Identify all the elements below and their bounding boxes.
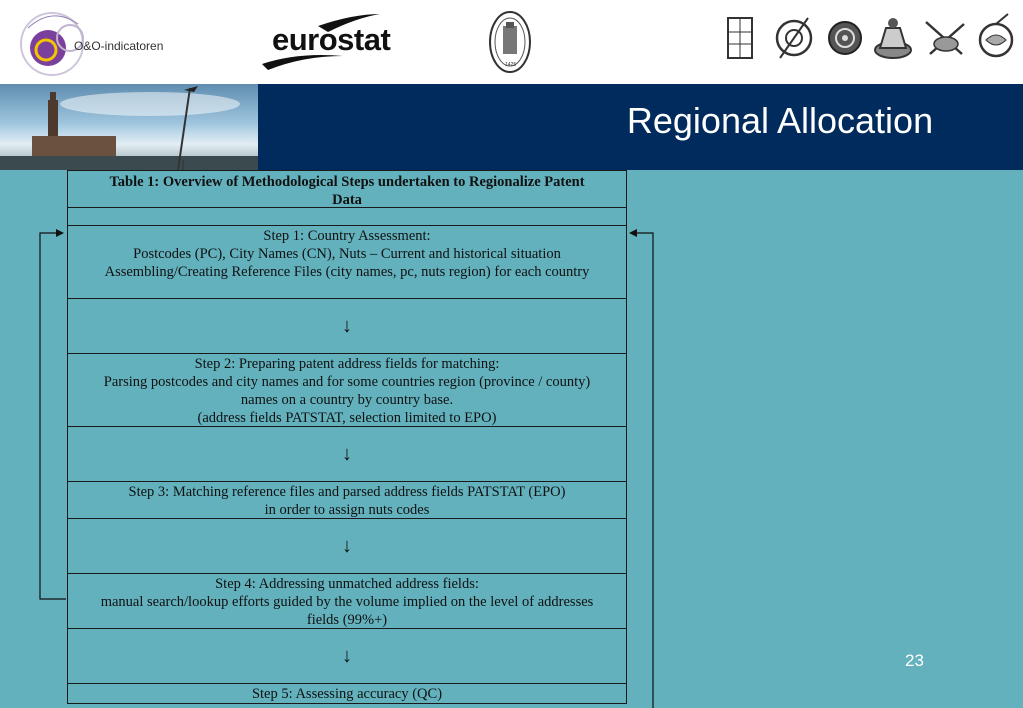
- table-spacer-row: [68, 208, 626, 226]
- page-number: 23: [905, 651, 924, 670]
- down-arrow-icon: ↓: [342, 315, 352, 337]
- left-loop-arrowhead: [56, 229, 64, 237]
- step-2-heading: Step 2: Preparing patent address fields for matching:: [194, 356, 500, 372]
- step-4-heading: Step 4: Addressing unmatched address fields:: [215, 576, 479, 592]
- step-4-line: manual search/lookup efforts guided by the volume implied on the level of addresses: [100, 594, 594, 610]
- step-1-line: Assembling/Creating Reference Files (city names, pc, nuts region) for each country: [104, 264, 590, 280]
- table-row-arrow: [68, 427, 626, 482]
- slide-title: Regional Allocation: [626, 100, 934, 141]
- step-3-heading: Step 3: Matching reference files and parsed address fields PATSTAT (EPO): [128, 484, 566, 500]
- step-1-line: Postcodes (PC), City Names (CN), Nuts – Current and historical situation: [133, 246, 561, 262]
- table-title: [68, 171, 626, 208]
- table-row-step-5: [68, 684, 626, 703]
- step-1-heading: Step 1: Country Assessment:: [263, 228, 431, 244]
- step-3-line: in order to assign nuts codes: [264, 502, 430, 518]
- seal-year: 1425: [505, 62, 517, 68]
- step-2-line: names on a country by country base.: [240, 392, 454, 408]
- table-row-step-4: [68, 574, 626, 629]
- oo-indicators-logo-text: O&O-indicatoren: [74, 39, 164, 53]
- down-arrow-icon: ↓: [342, 443, 352, 465]
- step-2-line: (address fields PATSTAT, selection limited to EPO): [197, 410, 497, 426]
- table-row-step-1: [68, 226, 626, 299]
- table-row-step-3: [68, 482, 626, 519]
- down-arrow-icon: ↓: [342, 535, 352, 557]
- left-loop-line: [40, 233, 66, 599]
- table-row-arrow: [68, 299, 626, 354]
- down-arrow-icon: ↓: [342, 645, 352, 667]
- methodology-table: [67, 170, 627, 704]
- table-title-line: Data: [332, 192, 362, 208]
- table-row-arrow: [68, 629, 626, 684]
- step-4-line: fields (99%+): [306, 612, 388, 628]
- step-2-line: Parsing postcodes and city names and for some countries region (province / county): [103, 374, 591, 390]
- step-5-heading: Step 5: Assessing accuracy (QC): [251, 686, 443, 702]
- table-row-step-2: [68, 354, 626, 427]
- table-title-line: Table 1: Overview of Methodological Steps undertaken to Regionalize Patent: [109, 174, 585, 190]
- right-loop-arrowhead: [629, 229, 637, 237]
- table-row-arrow: [68, 519, 626, 574]
- eurostat-logo-text: eurostat: [272, 22, 391, 57]
- right-loop-line: [634, 233, 653, 708]
